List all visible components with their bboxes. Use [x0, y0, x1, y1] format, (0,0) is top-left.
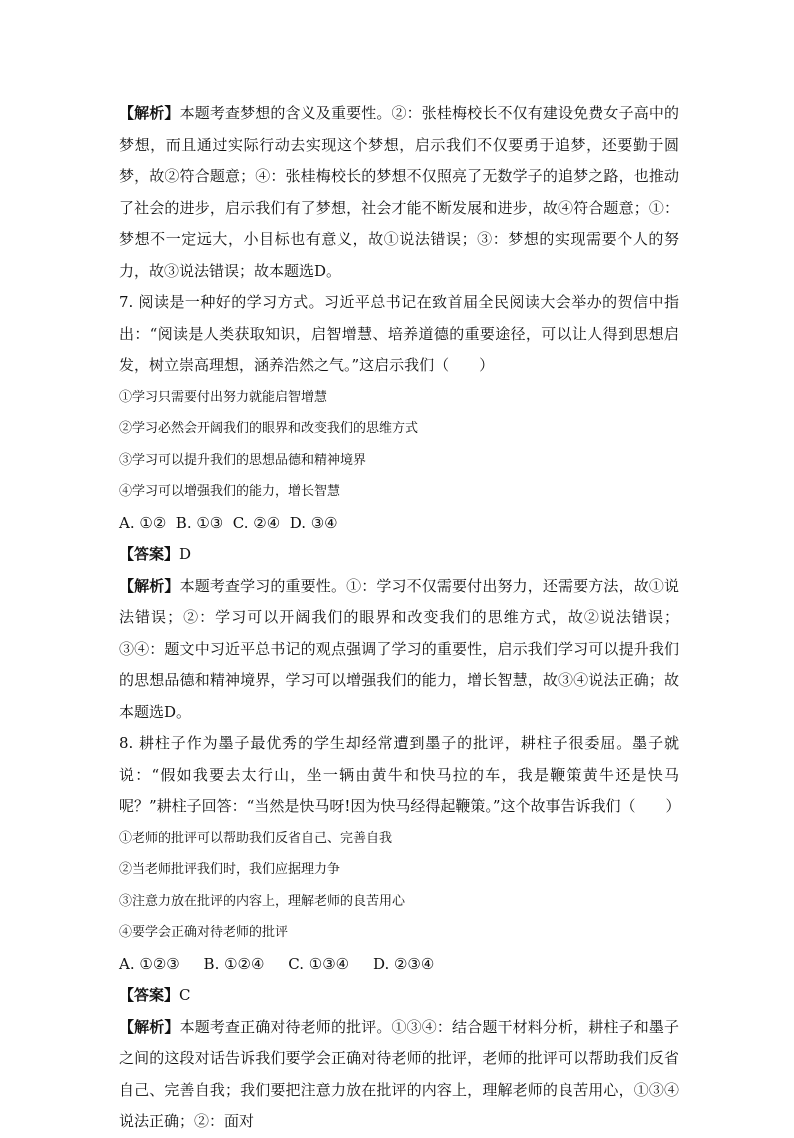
- q7-option-4: ④学习可以增强我们的能力，增长智慧: [119, 484, 341, 499]
- analysis-text: 本题考查学习的重要性。①：学习不仅需要付出努力，还需要方法，故①说法错误；②：学习可以开阔我们的眼界和改变我们的思维方式，故②说法错误；③④：题文中习近平总书记的观点强调了学习的重要性，启示我们学习可以提升我们的思想品德和精神境界，学习可以增强我们的能力，增长智慧，故③④说法正确；故本题选D。: [119, 576, 679, 721]
- analysis-tag: 【解析】: [119, 576, 180, 595]
- q7-choices: A. ①② B. ①③ C. ②④ D. ③④: [119, 513, 338, 532]
- analysis-tag: 【解析】: [119, 1017, 180, 1036]
- analysis-paragraph-q7: [119, 571, 679, 729]
- answer-tag: 【答案】: [119, 545, 180, 563]
- q8-option-1: ①老师的批评可以帮助我们反省自己、完善自我: [119, 830, 393, 846]
- analysis-text: 本题考查梦想的含义及重要性。②：张桂梅校长不仅有建设免费女子高中的梦想，而且通过实际行动去实现这个梦想，启示我们不仅要勇于追梦，还要勤于圆梦，故②符合题意；④：张桂梅校长的梦想不仅照亮了无数学子的追梦之路，也推动了社会的进步，启示我们有了梦想，社会才能不断发展和进步，故④符合题意；①：梦想不一定远大，小目标也有意义，故①说法错误；③：梦想的实现需要个人的努力，故③说法错误；故本题选D。: [119, 104, 679, 280]
- answer-value: D: [179, 545, 192, 563]
- analysis-paragraph-q6: [119, 98, 679, 287]
- analysis-tag: 【解析】: [119, 104, 180, 122]
- analysis-paragraph-q8: [119, 1012, 679, 1138]
- q8-choices: A. ①②③ B. ①②④ C. ①③④ D. ②③④: [119, 954, 435, 973]
- question-8-stem: 8. 耕柱子作为墨子最优秀的学生却经常遭到墨子的批评，耕柱子很委屈。墨子就说：“假如我要去太行山，坐一辆由黄牛和快马拉的车，我是鞭策黄牛还是快马呢？”耕柱子回答：“当然是快马呀!因为快马经得起鞭策。”这个故事告诉我们（ ）: [119, 734, 681, 815]
- q8-option-3: ③注意力放在批评的内容上，理解老师的良苦用心: [119, 893, 406, 909]
- answer-tag: 【答案】: [119, 986, 180, 1004]
- analysis-text: 本题考查正确对待老师的批评。①③④：结合题干材料分析，耕柱子和墨子之间的这段对话告诉我们要学会正确对待老师的批评，老师的批评可以帮助我们反省自己、完善自我；我们要把注意力放在批评的内容上，理解老师的良苦用心，①③④说法正确；②：面对: [119, 1017, 679, 1130]
- q7-option-3: ③学习可以提升我们的思想品德和精神境界: [119, 452, 367, 468]
- answer-value: C: [179, 986, 191, 1004]
- q8-answer: [119, 980, 679, 1012]
- q7-option-1: ①学习只需要付出努力就能启智增慧: [119, 389, 328, 405]
- q7-option-2: ②学习必然会开阔我们的眼界和改变我们的思维方式: [119, 421, 419, 436]
- q7-answer: [119, 539, 679, 571]
- document-body: [119, 98, 679, 1138]
- question-7-stem: 7. 阅读是一种好的学习方式。习近平总书记在致首届全民阅读大会举办的贺信中指出：“阅读是人类获取知识，启智增慧、培养道德的重要途径，可以让人得到思想启发，树立崇高理想，涵养浩然之气。”这启示我们（ ）: [119, 293, 679, 374]
- q8-option-4: ④要学会正确对待老师的批评: [119, 925, 289, 940]
- q8-option-2: ②当老师批评我们时，我们应据理力争: [119, 862, 341, 877]
